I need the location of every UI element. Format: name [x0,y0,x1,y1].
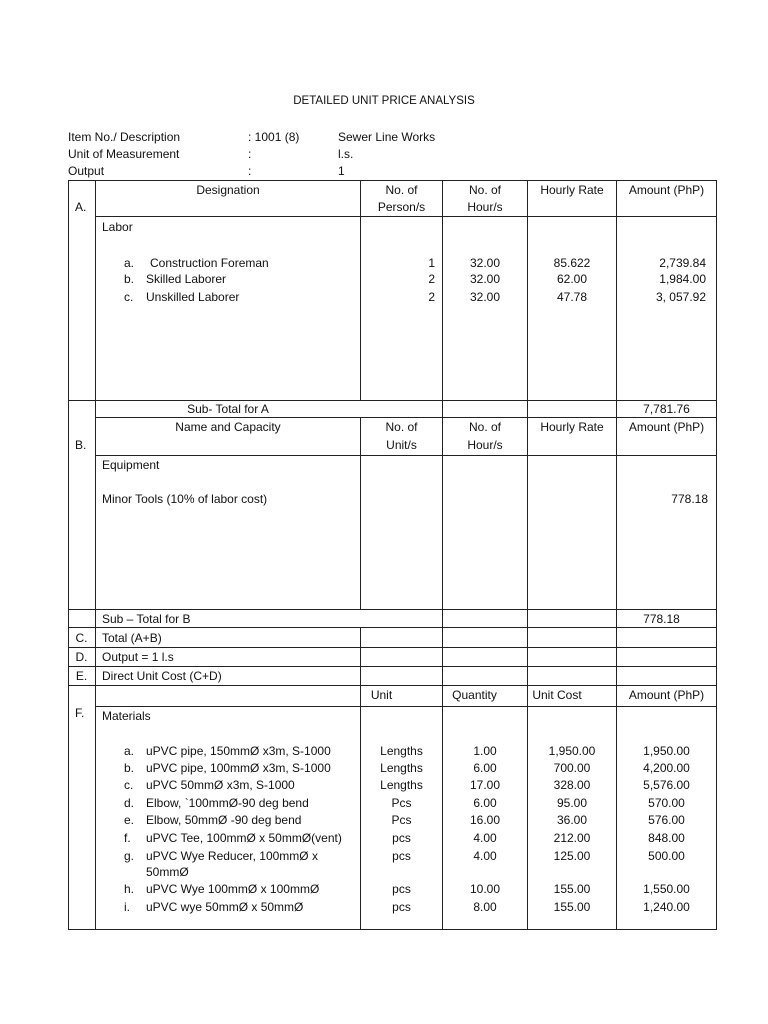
labor-row-index: a. [124,256,135,270]
summary-label-output: Output = 1 l.s [102,650,174,664]
labor-row-name: Skilled Laborer [146,272,227,286]
table-rule [95,706,717,707]
section-letter-e: E. [75,669,88,683]
col-header-unit-cost: Unit Cost [532,688,582,702]
labor-row-index: b. [124,272,135,286]
labor-row-persons: 2 [428,290,435,304]
material-row-unit: Pcs [391,796,412,810]
labor-row-persons: 2 [428,272,435,286]
material-row-name: uPVC 50mmØ x3m, S-1000 [146,778,295,792]
col-header-amount: Amount (PhP) [628,420,705,434]
material-row-unit: Lengths [380,744,423,758]
material-row-unit: Lengths [380,778,423,792]
material-row-cost: 700.00 [553,761,591,775]
material-row-index: e. [124,813,135,827]
col-header-hours-2: Hour/s [467,438,503,452]
material-row-index: f. [124,831,131,845]
material-row-amount: 500.00 [648,849,685,863]
table-rule [68,685,717,686]
labor-row-hours: 32.00 [469,290,501,304]
table-rule [95,455,717,456]
col-header-persons-1: No. of [385,183,418,197]
material-row-index: c. [124,778,134,792]
col-header-persons-2: Person/s [377,200,426,214]
labor-row-amount: 3, 057.92 [655,290,706,304]
material-row-cost: 1,950.00 [548,744,596,758]
header-value: 1 [338,164,345,178]
material-row-qty: 17.00 [469,778,501,792]
labor-row-index: c. [124,290,134,304]
material-row-amount: 848.00 [648,831,685,845]
header-key: Unit of Measurement [68,147,180,161]
material-row-index: a. [124,744,135,758]
labor-row-name: Construction Foreman [150,256,269,270]
material-row-name: Elbow, 50mmØ -90 deg bend [146,813,302,827]
material-row-qty: 8.00 [473,900,497,914]
table-rule [95,180,96,930]
material-row-qty: 6.00 [473,761,497,775]
material-row-qty: 10.00 [469,882,501,896]
material-row-cost: 155.00 [553,882,591,896]
table-rule [95,216,717,217]
material-row-index: b. [124,761,135,775]
material-row-name: uPVC Wye Reducer, 100mmØ x [146,849,318,863]
col-header-amount: Amount (PhP) [628,688,705,702]
labor-row-name: Unskilled Laborer [146,290,240,304]
header-value: Sewer Line Works [338,130,436,144]
document-title: DETAILED UNIT PRICE ANALYSIS [293,95,475,107]
group-label-equipment: Equipment [102,458,160,472]
col-header-hours-1: No. of [468,420,501,434]
col-header-designation: Designation [196,183,260,197]
table-rule [68,400,717,401]
material-row-amount: 4,200.00 [643,761,690,775]
material-row-cost: 36.00 [556,813,588,827]
table-rule [68,627,717,628]
col-header-units-1: No. of [385,420,418,434]
material-row-amount: 570.00 [648,796,685,810]
material-row-name: uPVC pipe, 150mmØ x3m, S-1000 [146,744,331,758]
subtotal-b-label: Sub – Total for B [102,612,191,626]
col-header-hourly-rate: Hourly Rate [540,420,604,434]
header-key: Item No./ Description [68,130,181,144]
labor-row-rate: 47.78 [556,290,588,304]
section-letter-a: A. [75,200,87,214]
header-key: Output [68,164,105,178]
summary-label-total: Total (A+B) [102,631,162,645]
group-label-labor: Labor [102,220,133,234]
material-row-cost: 328.00 [553,778,591,792]
col-header-units-2: Unit/s [386,438,417,452]
material-row-unit: Lengths [380,761,423,775]
material-row-amount: 576.00 [648,813,685,827]
section-letter-f: F. [75,706,85,720]
material-row-qty: 6.00 [473,796,497,810]
table-rule [95,417,717,418]
material-row-name-continued: 50mmØ [146,865,189,879]
material-row-unit: pcs [392,831,411,845]
material-row-cost: 125.00 [553,849,591,863]
group-label-materials: Materials [102,709,151,723]
col-header-hourly-rate: Hourly Rate [540,183,604,197]
col-header-amount: Amount (PhP) [628,183,705,197]
material-row-cost: 212.00 [553,831,591,845]
material-row-name: uPVC Tee, 100mmØ x 50mmØ(vent) [146,831,342,845]
material-row-unit: Pcs [391,813,412,827]
labor-row-hours: 32.00 [469,256,501,270]
subtotal-b-value: 778.18 [643,612,680,626]
equipment-item-amount: 778.18 [671,492,708,506]
table-rule [68,647,717,648]
material-row-unit: pcs [392,849,411,863]
section-letter-c: C. [75,631,88,645]
labor-row-amount: 1,984.00 [659,272,706,286]
table-rule [68,666,717,667]
labor-row-persons: 1 [428,256,435,270]
material-row-amount: 5,576.00 [643,778,690,792]
material-row-qty: 4.00 [473,831,497,845]
labor-row-amount: 2,739.84 [659,256,706,270]
col-header-name-capacity: Name and Capacity [175,420,281,434]
material-row-qty: 4.00 [473,849,497,863]
labor-row-rate: 62.00 [556,272,588,286]
subtotal-a-value: 7,781.76 [643,402,690,416]
col-header-hours-1: No. of [468,183,501,197]
material-row-name: uPVC pipe, 100mmØ x3m, S-1000 [146,761,331,775]
table-rule [68,180,69,930]
material-row-index: i. [124,900,130,914]
material-row-index: g. [124,849,135,863]
section-letter-b: B. [75,438,87,452]
material-row-unit: pcs [392,900,411,914]
material-row-index: h. [124,882,135,896]
col-header-quantity: Quantity [452,688,497,702]
material-row-cost: 95.00 [556,796,588,810]
table-rule [68,180,717,181]
table-rule [68,929,717,930]
material-row-name: Elbow, `100mmØ-90 deg bend [146,796,309,810]
col-header-unit: Unit [370,688,393,702]
material-row-index: d. [124,796,135,810]
labor-row-hours: 32.00 [469,272,501,286]
material-row-unit: pcs [392,882,411,896]
material-row-name: uPVC Wye 100mmØ x 100mmØ [146,882,320,896]
material-row-qty: 1.00 [473,744,497,758]
header-colon: : [248,164,252,178]
table-rule [68,609,717,610]
labor-row-rate: 85.622 [553,256,591,270]
equipment-item-name: Minor Tools (10% of labor cost) [102,492,268,506]
header-colon: : [248,147,252,161]
material-row-qty: 16.00 [469,813,501,827]
material-row-name: uPVC wye 50mmØ x 50mmØ [146,900,304,914]
material-row-cost: 155.00 [553,900,591,914]
material-row-amount: 1,550.00 [643,882,690,896]
header-value: l.s. [338,147,354,161]
material-row-amount: 1,950.00 [643,744,690,758]
subtotal-a-label: Sub- Total for A [187,402,269,416]
header-colon: : 1001 (8) [248,130,300,144]
summary-label-direct-cost: Direct Unit Cost (C+D) [102,669,222,683]
section-letter-d: D. [75,650,88,664]
table-rule [716,180,717,930]
col-header-hours-2: Hour/s [467,200,503,214]
material-row-amount: 1,240.00 [643,900,690,914]
